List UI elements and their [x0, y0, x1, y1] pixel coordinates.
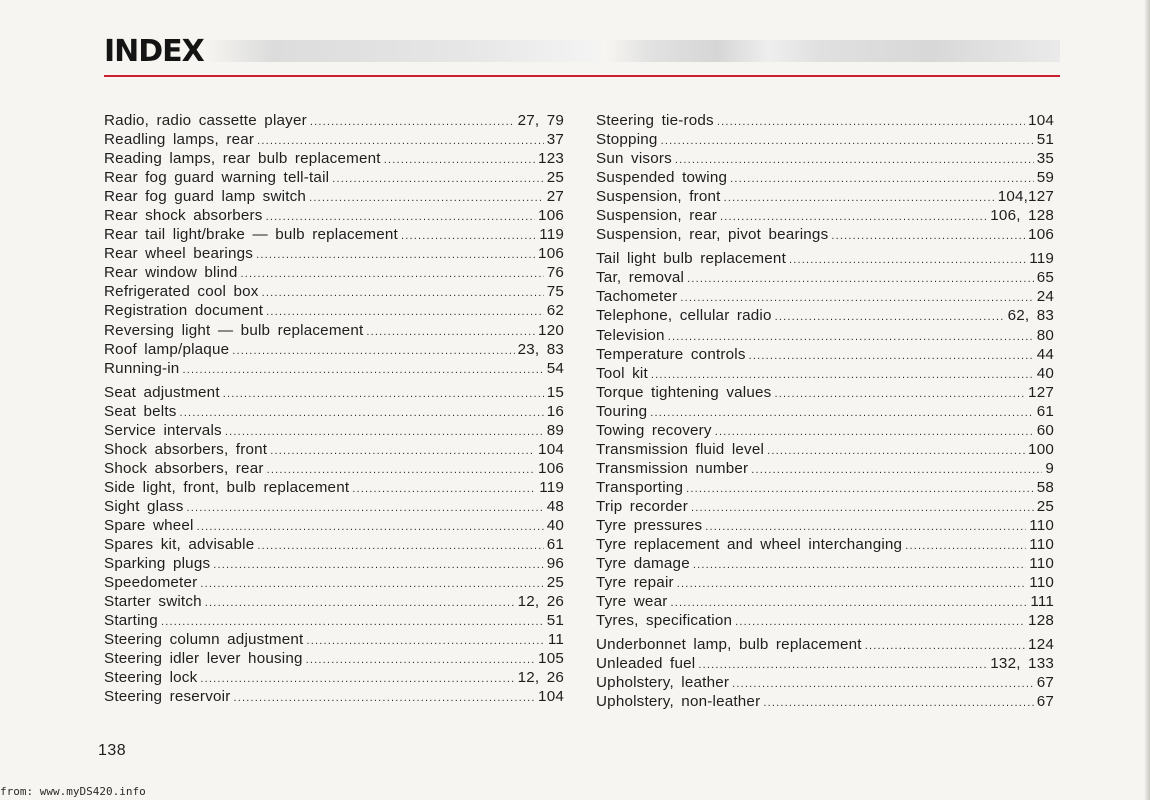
- dot-leader: [241, 265, 544, 284]
- index-entry: [104, 459, 564, 478]
- index-term: Rear wheel bearings: [104, 245, 254, 263]
- dot-leader: [270, 442, 535, 461]
- page-edge-shadow: [1144, 0, 1150, 800]
- dot-leader: [256, 246, 535, 265]
- index-term: Suspension, rear, pivot bearings: [596, 226, 829, 244]
- index-pages: 67: [1036, 693, 1054, 711]
- index-entry: [596, 478, 1054, 497]
- header-rule: [104, 75, 1060, 77]
- index-term: Transmission number: [596, 459, 749, 477]
- index-term: Tyre wear: [596, 593, 668, 611]
- dot-leader: [205, 594, 515, 613]
- index-term: Tyres, specification: [596, 612, 733, 630]
- index-pages: 12, 26: [517, 593, 564, 611]
- dot-leader: [767, 442, 1025, 461]
- index-term: Sparking plugs: [104, 555, 211, 573]
- index-pages: 110: [1029, 536, 1054, 554]
- index-term: Reading lamps, rear bulb replacement: [104, 150, 381, 168]
- dot-leader: [774, 385, 1025, 404]
- dot-leader: [225, 423, 544, 442]
- index-pages: 110: [1029, 574, 1054, 592]
- index-pages: 59: [1036, 169, 1054, 187]
- dot-leader: [661, 132, 1034, 151]
- page-number: 138: [98, 742, 127, 759]
- index-term: Upholstery, non-leather: [596, 693, 761, 711]
- index-entry: [104, 130, 564, 149]
- index-pages: 120: [538, 321, 564, 339]
- index-pages: 104: [538, 688, 564, 706]
- index-pages: 123: [538, 150, 564, 168]
- dot-leader: [306, 651, 535, 670]
- dot-leader: [187, 499, 544, 518]
- dot-leader: [717, 113, 1025, 132]
- dot-leader: [401, 227, 536, 246]
- index-term: Suspended towing: [596, 169, 728, 187]
- dot-leader: [789, 251, 1026, 270]
- index-pages: 61: [546, 536, 564, 554]
- index-term: Service intervals: [104, 421, 222, 439]
- index-term: Steering reservoir: [104, 688, 231, 706]
- index-term: Steering lock: [104, 669, 198, 687]
- index-pages: 67: [1036, 674, 1054, 692]
- index-entry: [104, 687, 564, 706]
- index-entry: [104, 359, 564, 378]
- index-entry: [104, 282, 564, 301]
- dot-leader: [223, 385, 544, 404]
- index-entry: [596, 130, 1054, 149]
- dot-leader: [732, 675, 1034, 694]
- index-entry: [596, 421, 1054, 440]
- index-entry: [596, 440, 1054, 459]
- index-entry: [104, 225, 564, 244]
- dot-leader: [213, 556, 543, 575]
- index-term: Tyre repair: [596, 574, 674, 592]
- index-pages: 104: [1028, 112, 1054, 129]
- index-term: Steering column adjustment: [104, 631, 304, 649]
- dot-leader: [306, 632, 544, 651]
- index-term: Speedometer: [104, 574, 198, 592]
- dot-leader: [182, 361, 543, 380]
- index-pages: 44: [1036, 345, 1054, 363]
- source-watermark: from: www.myDS420.info: [0, 785, 146, 798]
- dot-leader: [233, 689, 535, 708]
- index-term: Seat adjustment: [104, 383, 220, 401]
- index-pages: 40: [1036, 364, 1054, 382]
- index-term: Seat belts: [104, 402, 177, 420]
- index-entry: [104, 630, 564, 649]
- index-entry: [596, 249, 1054, 268]
- index-pages: 35: [1036, 150, 1054, 168]
- index-pages: 76: [546, 264, 564, 282]
- index-column-right: [596, 111, 1054, 711]
- index-entry: [104, 383, 564, 402]
- index-pages: 124: [1028, 636, 1054, 654]
- index-entry: [596, 573, 1054, 592]
- index-pages: 105: [538, 650, 564, 668]
- dot-leader: [691, 499, 1034, 518]
- index-entry: [104, 321, 564, 340]
- index-entry: [596, 516, 1054, 535]
- index-entry: [596, 692, 1054, 711]
- index-term: Tail light bulb replacement: [596, 250, 786, 268]
- index-pages: 51: [1036, 131, 1054, 149]
- index-term: Shock absorbers, rear: [104, 459, 264, 477]
- index-entry: [596, 635, 1054, 654]
- index-pages: 15: [546, 383, 564, 401]
- index-entry: [596, 383, 1054, 402]
- index-pages: 89: [546, 421, 564, 439]
- dot-leader: [366, 323, 535, 342]
- index-pages: 106: [538, 207, 564, 225]
- dot-leader: [693, 556, 1026, 575]
- index-pages: 62: [546, 302, 564, 320]
- index-entry: [104, 402, 564, 421]
- index-term: Unleaded fuel: [596, 655, 696, 673]
- index-term: Towing recovery: [596, 421, 712, 439]
- index-term: Reversing light — bulb replacement: [104, 321, 364, 339]
- index-term: Tyre pressures: [596, 516, 703, 534]
- dot-leader: [677, 575, 1026, 594]
- index-pages: 11: [547, 631, 564, 649]
- dot-leader: [200, 670, 514, 689]
- index-term: Starting: [104, 612, 158, 630]
- index-entry: [596, 268, 1054, 287]
- index-term: Sun visors: [596, 150, 672, 168]
- index-pages: 54: [546, 359, 564, 377]
- index-entry: [596, 187, 1054, 206]
- index-pages: 128: [1028, 612, 1054, 630]
- dot-leader: [352, 480, 536, 499]
- index-entry: [596, 149, 1054, 168]
- index-pages: 119: [539, 478, 564, 496]
- index-pages: 111: [1030, 593, 1054, 611]
- index-term: Running-in: [104, 359, 180, 377]
- index-term: Roof lamp/plaque: [104, 340, 230, 358]
- dot-leader: [200, 575, 543, 594]
- index-entry: [104, 554, 564, 573]
- index-pages: 16: [546, 402, 564, 420]
- index-pages: 12, 26: [517, 669, 564, 687]
- index-term: Steering tie-rods: [596, 112, 714, 129]
- index-entry: [104, 263, 564, 282]
- index-entry: [596, 459, 1054, 478]
- index-pages: 106: [1028, 226, 1054, 244]
- index-pages: 110: [1029, 555, 1054, 573]
- index-entry: [104, 244, 564, 263]
- index-entry: [104, 535, 564, 554]
- dot-leader: [262, 284, 544, 303]
- dot-leader: [698, 656, 987, 675]
- index-pages: 51: [546, 612, 564, 630]
- dot-leader: [751, 461, 1042, 480]
- dot-leader: [310, 113, 515, 132]
- index-term: Temperature controls: [596, 345, 746, 363]
- index-pages: 58: [1036, 478, 1054, 496]
- index-term: Side light, front, bulb replacement: [104, 478, 350, 496]
- index-entry: [596, 497, 1054, 516]
- index-term: Rear fog guard lamp switch: [104, 188, 307, 206]
- index-pages: 110: [1029, 516, 1054, 534]
- index-entry: [104, 421, 564, 440]
- index-pages: 96: [546, 555, 564, 573]
- dot-leader: [384, 151, 535, 170]
- index-entry: [104, 301, 564, 320]
- index-entry: [104, 516, 564, 535]
- dot-leader: [749, 347, 1034, 366]
- index-pages: 9: [1045, 459, 1054, 477]
- index-pages: 80: [1036, 326, 1054, 344]
- index-term: Radio, radio cassette player: [104, 112, 307, 129]
- index-entry: [104, 592, 564, 611]
- index-pages: 65: [1036, 269, 1054, 287]
- index-pages: 127: [1028, 383, 1054, 401]
- index-term: Rear fog guard warning tell-tail: [104, 169, 330, 187]
- header-banner: [204, 40, 1060, 62]
- index-pages: 106: [538, 245, 564, 263]
- index-term: Stopping: [596, 131, 658, 149]
- index-term: Shock absorbers, front: [104, 440, 268, 458]
- index-term: Tool kit: [596, 364, 648, 382]
- index-header: [104, 34, 1060, 78]
- index-entry: [596, 592, 1054, 611]
- index-entry: [596, 654, 1054, 673]
- index-entry: [104, 187, 564, 206]
- index-term: Touring: [596, 402, 648, 420]
- index-entry: [596, 326, 1054, 345]
- index-pages: 37: [546, 131, 564, 149]
- index-entry: [596, 611, 1054, 630]
- index-term: Telephone, cellular radio: [596, 307, 772, 325]
- index-term: Rear shock absorbers: [104, 207, 263, 225]
- index-pages: 23, 83: [517, 340, 564, 358]
- index-entry: [104, 668, 564, 687]
- index-pages: 104: [538, 440, 564, 458]
- dot-leader: [775, 308, 1005, 327]
- dot-leader: [905, 537, 1026, 556]
- dot-leader: [763, 694, 1033, 713]
- index-term: Steering idler lever housing: [104, 650, 303, 668]
- index-term: Readling lamps, rear: [104, 131, 255, 149]
- index-entry: [596, 345, 1054, 364]
- index-pages: 119: [539, 226, 564, 244]
- index-entry: [104, 649, 564, 668]
- index-term: Transporting: [596, 478, 684, 496]
- index-entry: [104, 111, 564, 130]
- index-entry: [104, 440, 564, 459]
- dot-leader: [309, 189, 544, 208]
- index-term: Suspension, front: [596, 188, 721, 206]
- index-entry: [104, 497, 564, 516]
- index-pages: 119: [1029, 250, 1054, 268]
- dot-leader: [332, 170, 543, 189]
- dot-leader: [180, 404, 544, 423]
- index-term: Refrigerated cool box: [104, 283, 259, 301]
- index-term: Rear window blind: [104, 264, 238, 282]
- dot-leader: [831, 227, 1025, 246]
- index-entry: [104, 478, 564, 497]
- index-term: Tar, removal: [596, 269, 685, 287]
- page-title: INDEX: [104, 34, 204, 69]
- index-pages: 106: [538, 459, 564, 477]
- dot-leader: [232, 342, 514, 361]
- index-entry: [596, 535, 1054, 554]
- index-pages: 62, 83: [1007, 307, 1054, 325]
- index-term: Spares kit, advisable: [104, 536, 255, 554]
- index-entry: [596, 402, 1054, 421]
- index-pages: 27, 79: [517, 112, 564, 129]
- index-entry: [104, 573, 564, 592]
- dot-leader: [257, 537, 543, 556]
- dot-leader: [686, 480, 1034, 499]
- index-column-left: [104, 111, 564, 706]
- index-entry: [104, 340, 564, 359]
- dot-leader: [730, 170, 1034, 189]
- index-term: Starter switch: [104, 593, 202, 611]
- index-pages: 27: [546, 188, 564, 206]
- index-entry: [596, 206, 1054, 225]
- index-term: Sight glass: [104, 497, 184, 515]
- index-pages: 40: [546, 516, 564, 534]
- index-entry: [104, 611, 564, 630]
- index-entry: [596, 673, 1054, 692]
- dot-leader: [724, 189, 995, 208]
- index-entry: [104, 168, 564, 187]
- dot-leader: [675, 151, 1034, 170]
- index-term: Torque tightening values: [596, 383, 772, 401]
- dot-leader: [735, 613, 1025, 632]
- index-pages: 25: [546, 574, 564, 592]
- index-entry: [596, 306, 1054, 325]
- index-term: Tyre damage: [596, 555, 690, 573]
- index-term: Suspension, rear: [596, 207, 718, 225]
- index-term: Trip recorder: [596, 497, 688, 515]
- index-term: Spare wheel: [104, 516, 194, 534]
- index-term: Underbonnet lamp, bulb replacement: [596, 636, 862, 654]
- index-term: Rear tail light/brake — bulb replacement: [104, 226, 398, 244]
- index-pages: 60: [1036, 421, 1054, 439]
- index-pages: 25: [546, 169, 564, 187]
- index-pages: 104,127: [997, 188, 1054, 206]
- index-term: Tyre replacement and wheel interchanging: [596, 536, 903, 554]
- index-term: Registration document: [104, 302, 264, 320]
- index-term: Tachometer: [596, 288, 678, 306]
- index-term: Upholstery, leather: [596, 674, 730, 692]
- dot-leader: [687, 270, 1034, 289]
- index-pages: 61: [1036, 402, 1054, 420]
- index-pages: 106, 128: [990, 207, 1054, 225]
- index-entry: [596, 111, 1054, 130]
- index-pages: 75: [546, 283, 564, 301]
- index-term: Television: [596, 326, 665, 344]
- index-entry: [596, 554, 1054, 573]
- index-pages: 24: [1036, 288, 1054, 306]
- index-pages: 100: [1028, 440, 1054, 458]
- index-entry: [104, 149, 564, 168]
- index-pages: 48: [546, 497, 564, 515]
- index-entry: [596, 287, 1054, 306]
- index-pages: 132, 133: [990, 655, 1054, 673]
- index-entry: [104, 206, 564, 225]
- index-entry: [596, 364, 1054, 383]
- index-entry: [596, 168, 1054, 187]
- index-term: Transmission fluid level: [596, 440, 765, 458]
- index-pages: 25: [1036, 497, 1054, 515]
- index-entry: [596, 225, 1054, 244]
